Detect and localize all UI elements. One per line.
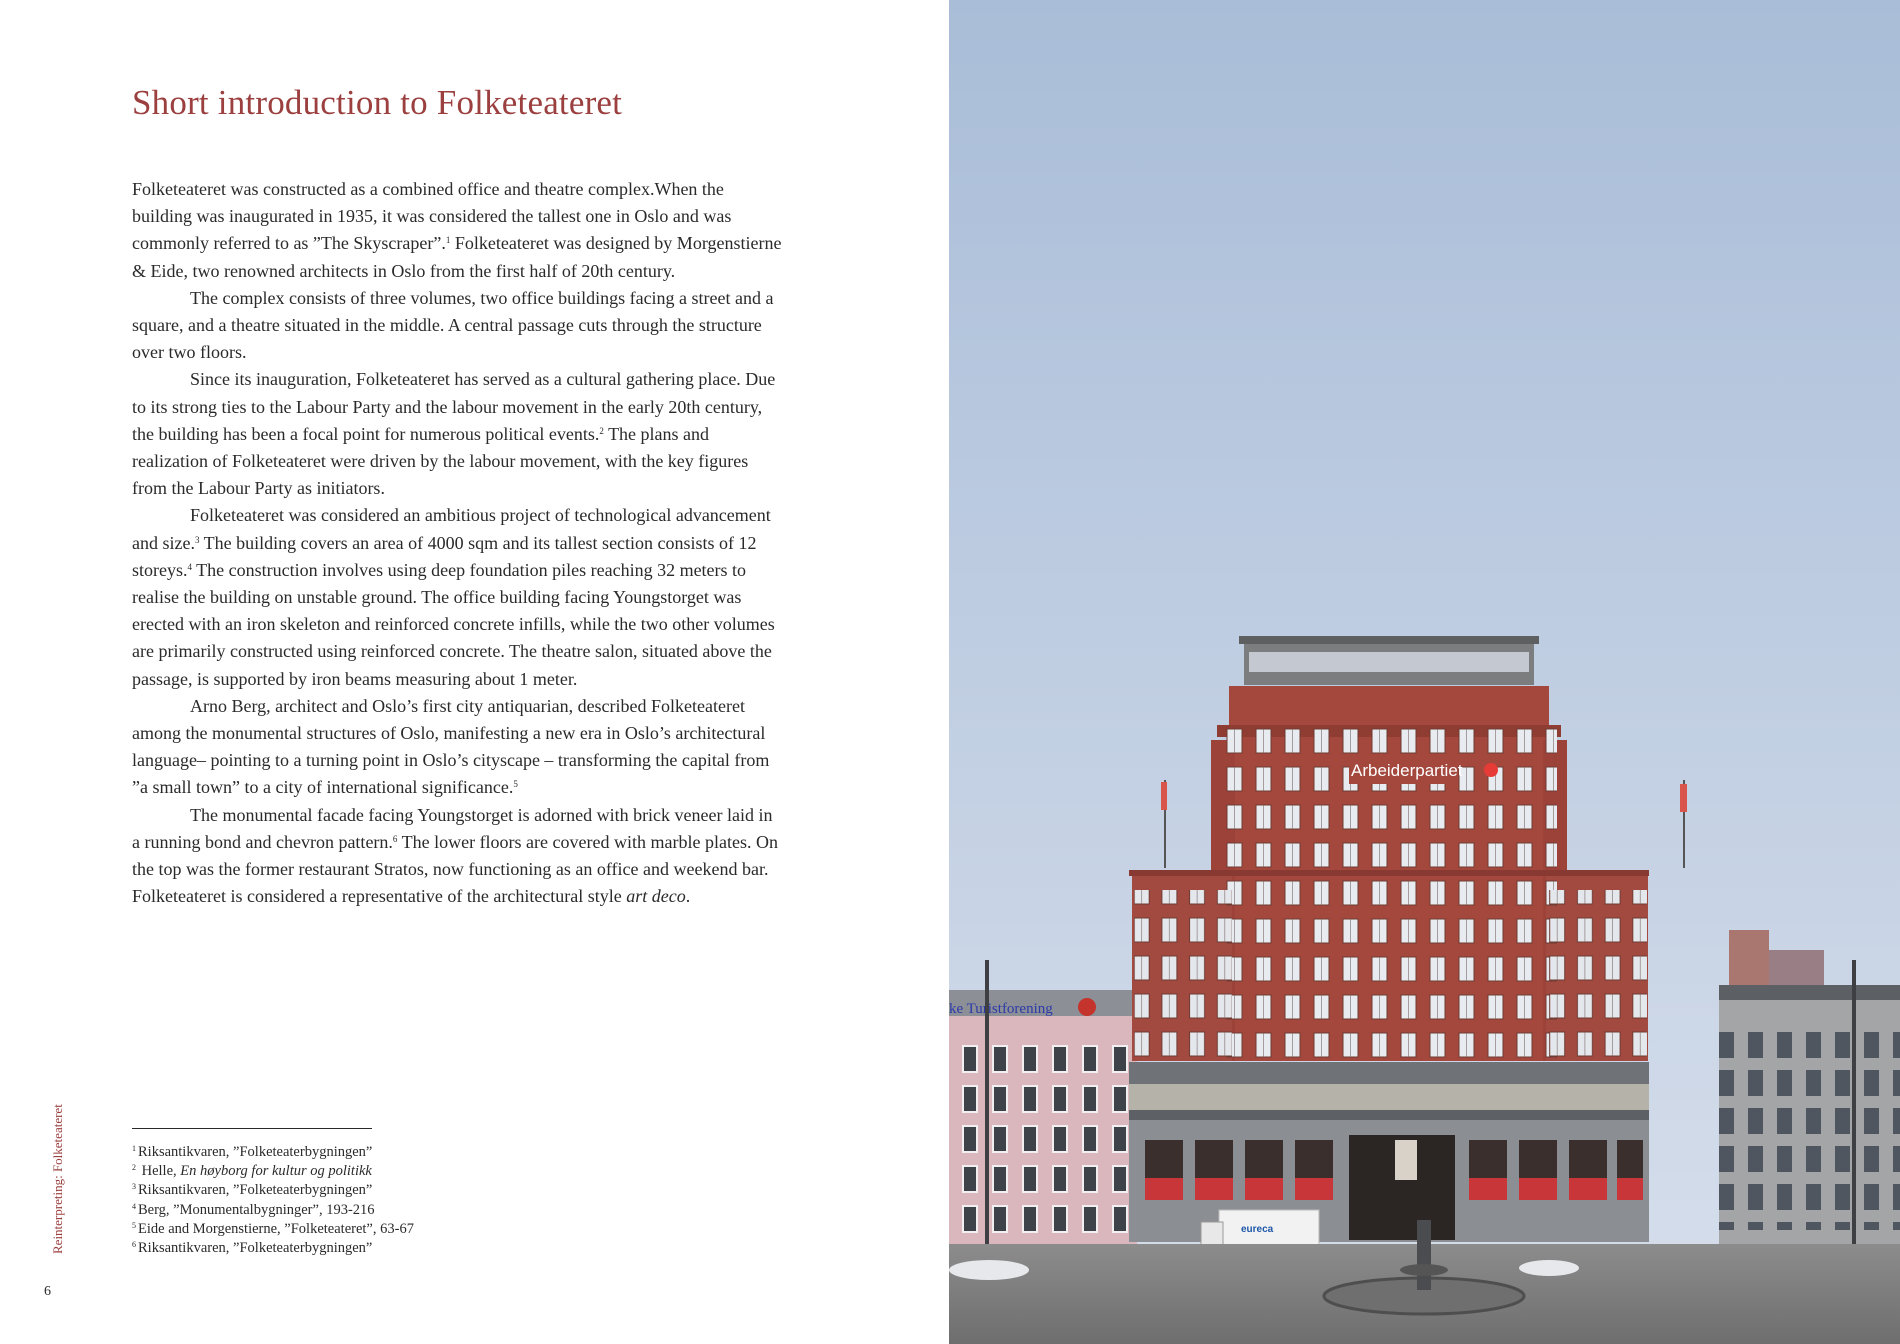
left-sign: ke Turistforening [949, 1001, 1053, 1017]
footnote: $^4$ Berg, ”Monumentalbygninger”, 193-216 [132, 1201, 375, 1218]
footnote-ref: 1 [445, 235, 451, 246]
running-head: Reinterpreting: Folketeateret [50, 1104, 65, 1254]
paragraph-3: Since its inauguration, Folketeateret has served as a cultural gathering place. Due to its strong ties to the Labour Party and the labour movement in the early 20th century, the building has been a focal point for numerous political events.$^2$ The plans and realization of Folketeateret were driven by the labour movement, with the key figures from the Labour Party as initiators. [132, 369, 776, 499]
facade-sign: Arbeiderpartiet [1351, 761, 1463, 780]
text-page [0, 0, 949, 1344]
footnote: $^2$ Helle, En høyborg for kultur og politikk [132, 1163, 372, 1180]
body-text [132, 176, 782, 910]
right-building [1719, 985, 1900, 1244]
paragraph-2: The complex consists of three volumes, two office buildings facing a street and a square, and a theatre situated in the middle. A central passage cuts through the structure over two floors. [132, 287, 774, 363]
footnote: $^3$ Riksantikvaren, ”Folketeaterbygningen” [132, 1182, 373, 1199]
paragraph-1: Folketeateret was constructed as a combined office and theatre complex.When the building was inaugurated in 1935, it was considered the tallest one in Oslo and was commonly referred to as ”The Skyscraper”.$^1$ Folketeateret was designed by Morgenstierne & Eide, two renowned architects in Oslo from the first half of 20th century. [132, 179, 782, 281]
paragraph-4: Folketeateret was considered an ambitious project of technological advancement and size.$^3$ The building covers an area of 4000 sqm and its tallest section consists of 12 storeys.$^4$ The construction involves using deep foundation piles reaching 32 meters to realise the building on unstable ground. The office building facing Youngstorget was erected with an iron skeleton and reinforced concrete infills, while the two other volumes are primarily constructed using reinforced concrete. The theatre salon, situated above the passage, is supported by iron beams measuring about 1 meter. [132, 505, 775, 689]
paragraph-6: The monumental facade facing Youngstorget is adorned with brick veneer laid in a running bond and chevron pattern.$^6$ The lower floors are covered with marble plates. On the top was the former restaurant Stratos, now functioning as an office and weekend bar. Folketeateret is considered a representative of the architectural style art deco. [132, 804, 778, 907]
snow [1519, 1260, 1579, 1276]
footnote: $^1$ Riksantikvaren, ”Folketeaterbygningen” [132, 1144, 373, 1160]
footnotes [132, 1143, 414, 1258]
building-photo [949, 0, 1900, 1344]
truck-logo: eureca [1241, 1224, 1274, 1235]
fountain-column [1417, 1220, 1431, 1290]
footnote-ref: 2 [599, 425, 604, 436]
distant-building [1729, 930, 1769, 990]
distant-building [1769, 950, 1824, 990]
footnote: $^5$ Eide and Morgenstierne, ”Folketeateret”, 63-67 [132, 1220, 414, 1237]
footnote-divider [132, 1128, 372, 1129]
page-title: Short introduction to Folketeateret [132, 83, 623, 122]
footnote-ref: 3 [194, 534, 200, 545]
left-building [949, 990, 1137, 1244]
paragraph-5: Arno Berg, architect and Oslo’s first city antiquarian, described Folketeateret among the monumental structures of Oslo, manifesting a new era in Oslo’s architectural language– pointing to a turning point in Oslo’s cityscape – transforming the capital from ”a small town” to a city of international significance.$^5$ [132, 695, 770, 798]
footnote-ref: 5 [513, 779, 518, 790]
footnote-ref: 6 [392, 833, 398, 844]
page-number: 6 [44, 1284, 51, 1299]
footnote-ref: 4 [187, 561, 192, 572]
footnote: $^6$ Riksantikvaren, ”Folketeaterbygningen” [132, 1240, 373, 1257]
snow [949, 1260, 1029, 1280]
